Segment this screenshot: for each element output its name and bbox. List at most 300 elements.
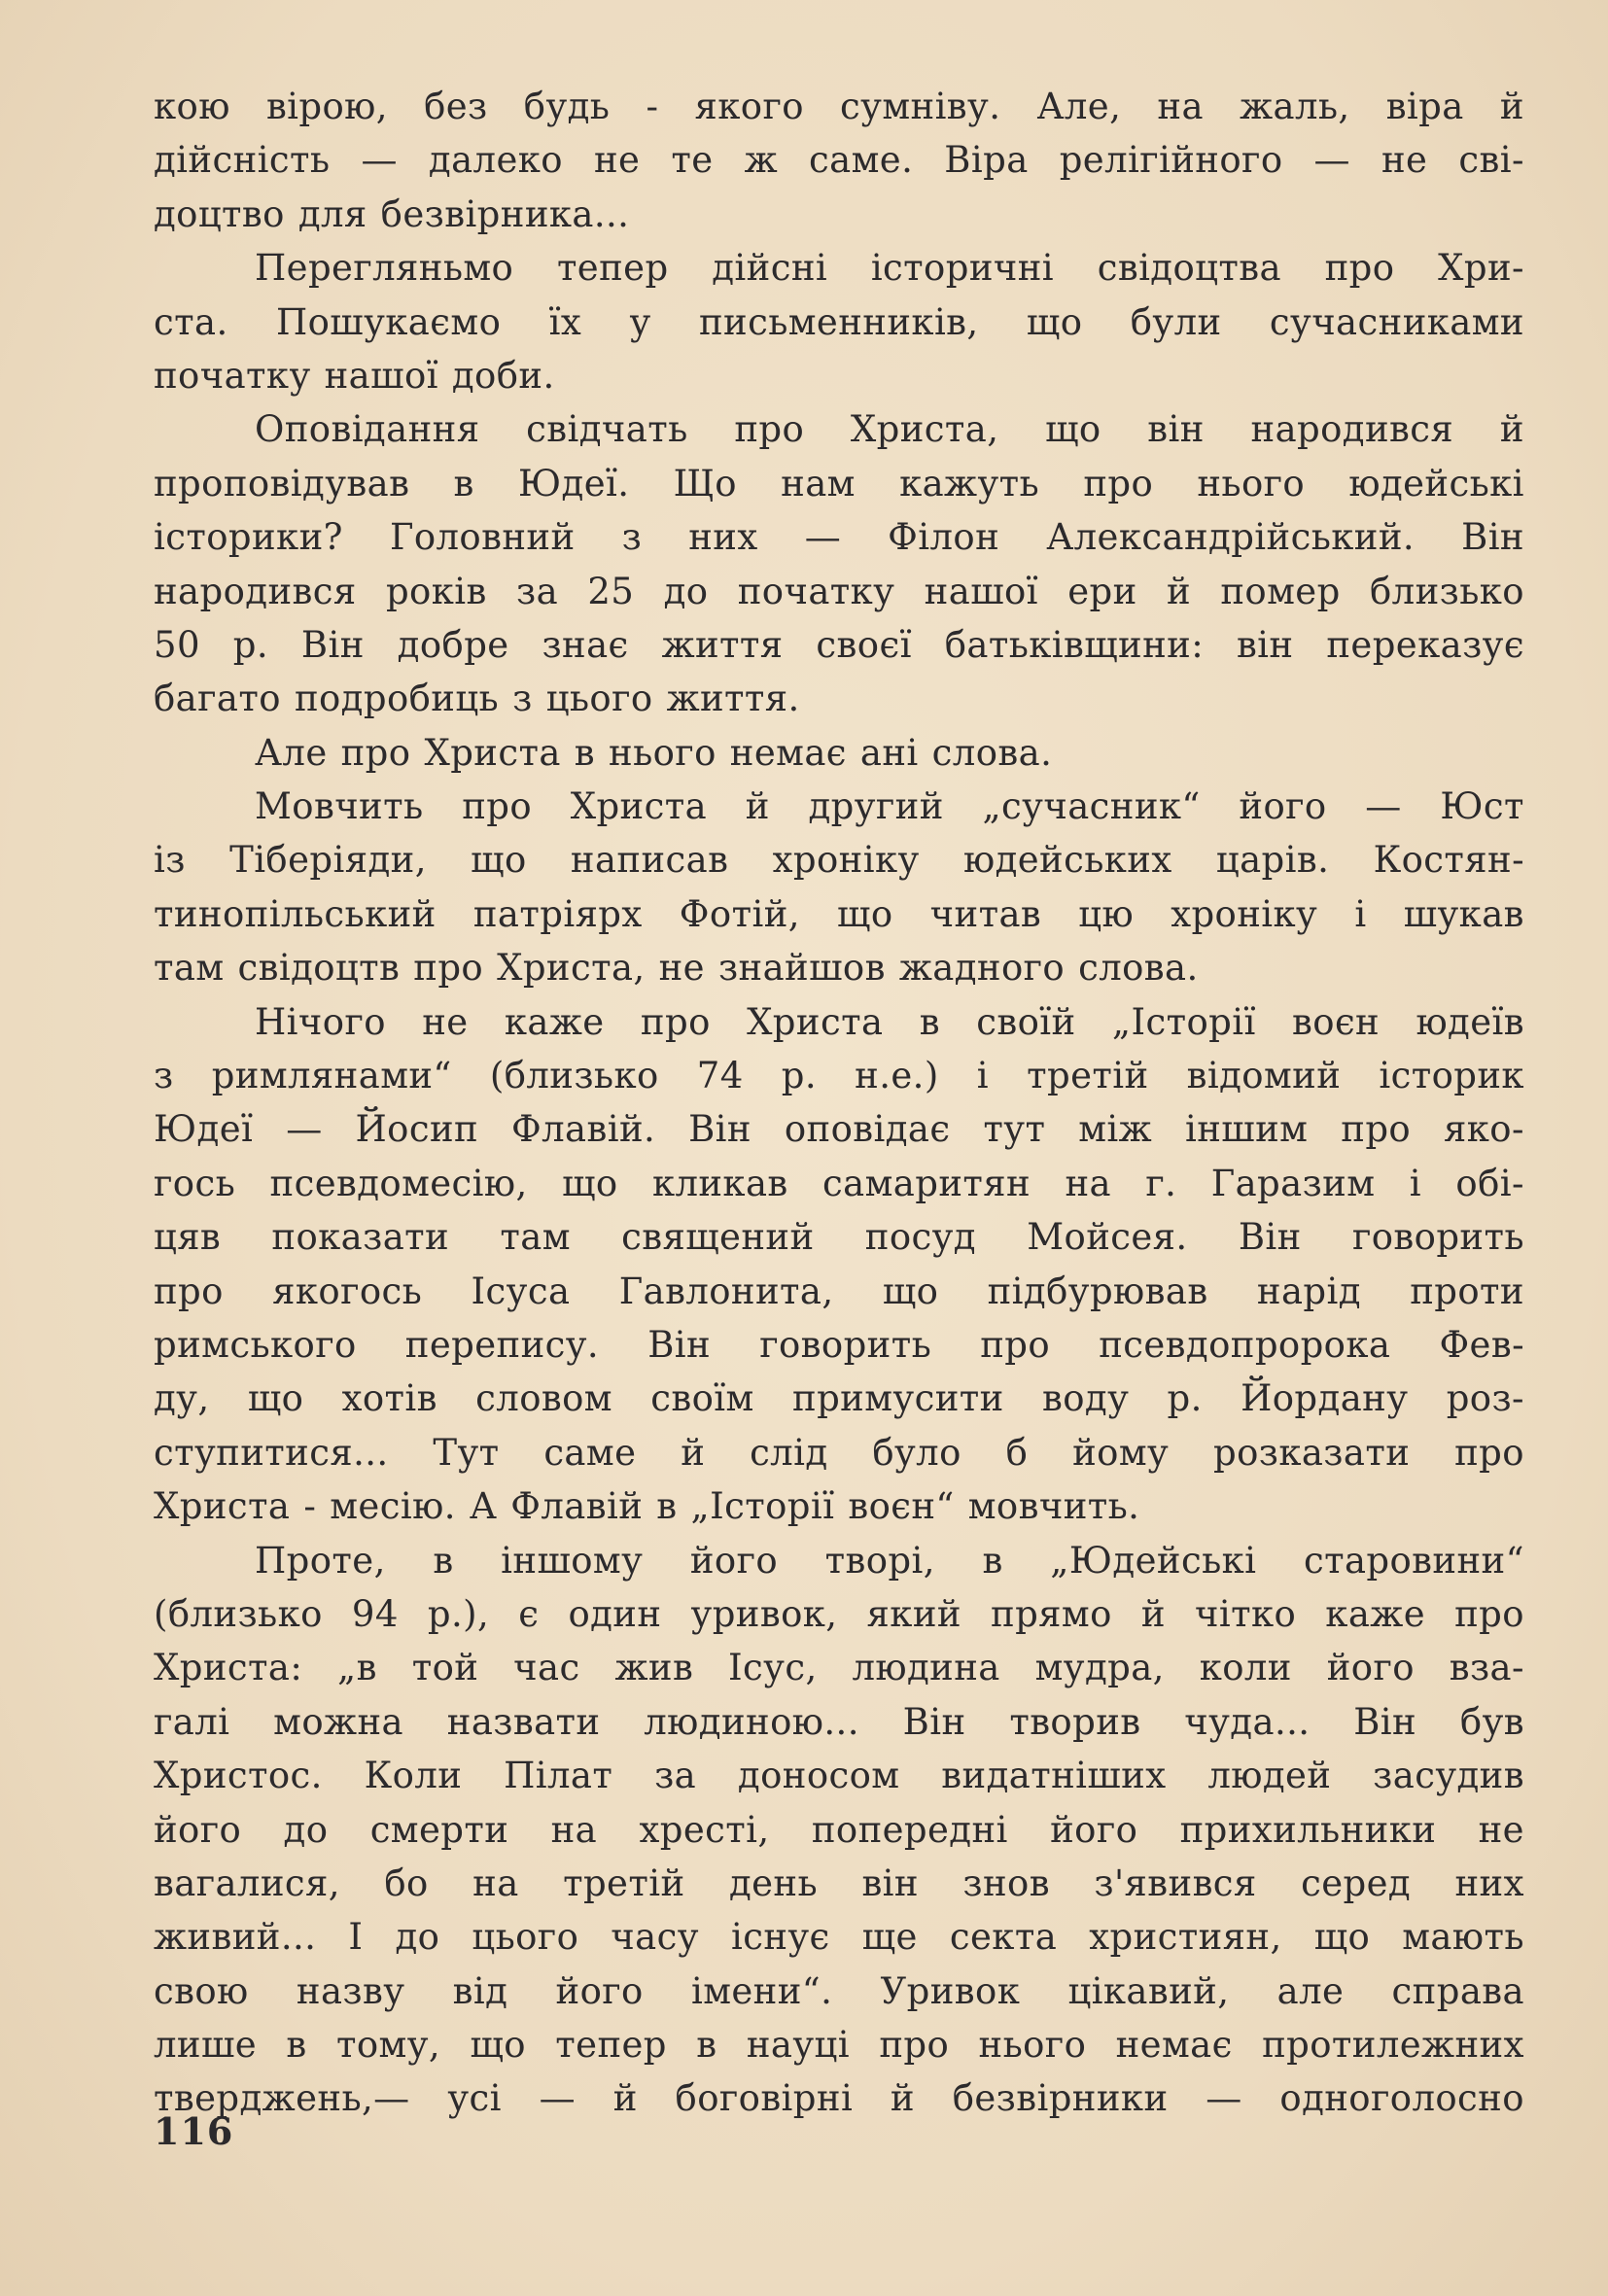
word: Христа [424,731,561,774]
word: мовчить. [967,1485,1140,1528]
word: показати [271,1216,450,1259]
word: далеко [428,139,563,182]
text-line [154,510,1524,564]
word: історичні [870,247,1055,290]
word: коли [1199,1647,1292,1689]
word: творі, [824,1539,935,1582]
word: римлянами“ [211,1055,452,1097]
word: Проте, [255,1539,386,1582]
word: хроніку [1171,892,1318,935]
word: доцтво [154,192,285,235]
word: тверджень,— [154,2077,410,2120]
word: на [550,1808,598,1851]
word: ще [861,1916,918,1959]
word: „сучасник“ [982,785,1201,828]
word: говорить [759,1323,932,1366]
word: про [462,785,533,828]
text-line [154,618,1524,672]
word: (близько [489,1055,659,1097]
word: нього [1197,462,1306,504]
word: Христос. [154,1755,323,1797]
word: видатніших [941,1755,1167,1797]
word: Христа, [497,947,646,990]
word: й [745,785,770,828]
word: іншим [1185,1108,1309,1151]
text-line [154,2071,1524,2125]
word: і [1409,1162,1422,1204]
word: про [154,1270,224,1312]
word: знов [962,1861,1050,1904]
text-line [154,133,1524,187]
word: ста. [154,300,228,343]
word: Христа [570,785,708,828]
word: йому [1072,1431,1170,1474]
word: Юст [1440,785,1524,828]
word: Перегляньмо [255,247,514,290]
word: Юдеї. [517,462,630,504]
word: вза- [1449,1647,1524,1689]
word: свою [154,1969,249,2012]
word: слова. [931,731,1053,774]
word: другий [808,785,944,828]
word: проповідував [154,462,410,504]
word: і [1354,892,1367,935]
word: протилежних [1262,2024,1524,2067]
word: що [562,1162,618,1204]
word: там [154,947,225,990]
word: — [804,516,842,559]
word: не [593,139,641,182]
text-line [154,565,1524,618]
page-number: 116 [154,2109,234,2153]
word: й [681,1431,706,1474]
word: чуда... [1184,1700,1311,1743]
word: Флавій [510,1485,644,1528]
word: Флавій. [511,1108,656,1151]
word: без [424,86,488,127]
word: Він [647,1323,712,1366]
word: священий [621,1216,815,1259]
word: Йордану [1241,1377,1409,1420]
word: засудив [1373,1755,1524,1797]
word: доносом [737,1755,900,1797]
word: Костян- [1373,839,1524,882]
word: — [1313,139,1350,182]
text-line [154,1479,1524,1533]
word: псевдопророка [1099,1323,1391,1366]
word: він [1236,623,1294,666]
word: прямо [991,1592,1112,1635]
word: вірою, [265,86,388,127]
word: у [629,300,651,343]
word: про [1454,1592,1524,1635]
word: людиною... [644,1700,859,1743]
text-line [154,1372,1524,1425]
page-body-text [154,80,1524,2126]
word: р. [781,1055,818,1097]
word: жадного [898,947,1066,990]
word: й [1499,408,1524,451]
text-line [154,1318,1524,1372]
text-line [154,1102,1524,1156]
word: свідчать [526,408,688,451]
word: назвати [446,1700,601,1743]
word: цяв [154,1216,222,1259]
word: кажуть [899,462,1040,504]
word: них [1454,1861,1524,1904]
text-line [154,296,1524,349]
text-line [154,941,1524,994]
word: шукав [1403,892,1524,935]
word: воду [1041,1377,1130,1420]
word: Але, [1036,86,1122,127]
word: секта [949,1916,1058,1959]
word: там [500,1216,571,1259]
word: царів. [1215,839,1330,882]
word: тому, [336,2024,441,2067]
word: Христа: [154,1647,303,1689]
word: про [734,408,805,451]
word: — [286,1108,323,1151]
word: Тіберіяди, [229,839,427,882]
word: якогось [272,1270,423,1312]
text-line [154,780,1524,833]
word: на [472,1861,519,1904]
word: бо [384,1861,429,1904]
word: його [1326,1647,1415,1689]
word: 94 [351,1592,399,1635]
word: час [513,1647,580,1689]
word: і [976,1055,990,1097]
word: свідоцтв [237,947,401,990]
word: саме. [809,139,914,182]
word: — [539,2077,576,2120]
text-line [154,887,1524,941]
word: що [882,1270,939,1312]
word: від [452,1969,508,2012]
word: про [879,2024,950,2067]
word: свідоцтва [1097,247,1281,290]
word: Що [673,462,737,504]
text-line [154,1426,1524,1479]
word: з [154,1055,174,1097]
word: що [470,2024,526,2067]
word: про [980,1323,1051,1366]
word: один [568,1592,662,1635]
text-line [154,1049,1524,1102]
word: з [621,516,643,559]
word: що [1045,408,1101,451]
word: Головний [389,516,576,559]
word: каже [1325,1592,1426,1635]
word: мають [1402,1916,1524,1959]
word: Уривок [880,1969,1021,2012]
word: немає [1115,2024,1233,2067]
text-line [154,349,1524,402]
word: тепер [556,247,669,290]
word: ступитися... [154,1431,389,1474]
word: месію. [330,1485,456,1528]
text-line [154,1857,1524,1910]
text-line [154,1534,1524,1587]
word: нього [978,2024,1087,2067]
word: Нічого [255,1000,386,1043]
text-line [154,402,1524,456]
word: існує [730,1916,830,1959]
word: ж [744,139,779,182]
word: галі [154,1700,230,1743]
word: знайшов [717,947,886,990]
word: переказує [1326,623,1524,666]
text-line [154,1210,1524,1264]
word: дійсні [712,247,828,290]
word: своїй [976,1000,1076,1043]
text-line [154,1641,1524,1694]
word: його [1239,785,1327,828]
text-line [154,2018,1524,2071]
word: в [656,1485,678,1528]
word: одноголосно [1279,2077,1524,2120]
word: слова. [1078,947,1199,990]
word: псевдомесію, [269,1162,528,1204]
word: історики? [154,516,343,559]
text-line [154,241,1524,295]
word: 25 [587,570,635,612]
word: цю [1078,892,1135,935]
word: р.), [427,1592,490,1635]
word: про [1454,1431,1524,1474]
word: - [646,86,659,127]
text-line [154,1695,1524,1749]
text-line [154,995,1524,1049]
word: каже [504,1000,605,1043]
word: народився [1250,408,1454,451]
word: - [303,1485,317,1528]
word: примусити [792,1377,1004,1420]
word: науці [746,2024,850,2067]
word: Йосип [355,1108,479,1151]
word: часу [611,1916,699,1959]
word: Він [688,1108,752,1151]
word: що [837,892,893,935]
word: патріярх [472,892,643,935]
text-line [154,1749,1524,1802]
word: смерти [369,1808,509,1851]
word: лише [154,2024,258,2067]
word: жив [614,1647,694,1689]
word: Він [1461,516,1524,559]
word: був [1459,1700,1524,1743]
word: ані [859,731,919,774]
word: Він [902,1700,966,1743]
word: цього [472,1916,579,1959]
word: Він [1238,1216,1302,1259]
word: Він [300,623,365,666]
word: й [890,2077,915,2120]
word: людей [1207,1755,1332,1797]
word: про [1083,462,1154,504]
word: будь [523,86,611,127]
word: „Історії [690,1485,835,1528]
word: нам [781,462,856,504]
word: І [348,1916,364,1959]
word: Христа [747,1000,884,1043]
word: Коли [364,1755,463,1797]
word: людина [852,1647,1000,1689]
word: хресті, [639,1808,770,1851]
word: них [688,516,758,559]
word: до [283,1808,329,1851]
word: з'явився [1094,1861,1257,1904]
word: до [663,570,709,612]
word: тепер [555,2024,667,2067]
word: що [1026,300,1083,343]
word: в [574,731,596,774]
word: 50 [154,623,200,666]
word: в [453,462,474,504]
word: справа [1391,1969,1524,2012]
word: вагалися, [154,1861,340,1904]
word: не [422,1000,469,1043]
word: не [658,947,705,990]
word: уривок, [690,1592,838,1635]
word: безвірники [952,2077,1169,2120]
word: життя [661,623,784,666]
word: юдейських [962,839,1172,882]
word: „Юдейські [1050,1539,1257,1582]
word: але [1276,1969,1345,2012]
word: боговірні [675,2077,854,2120]
word: є [518,1592,540,1635]
word: третій [1027,1055,1149,1097]
word: батьківщини: [944,623,1205,666]
word: християн, [1089,1916,1282,1959]
word: про [340,731,411,774]
word: в [696,2024,717,2067]
word: Мойсея. [1027,1216,1188,1259]
word: юдеїв [1416,1000,1524,1043]
word: Христа, [850,408,999,451]
word: й [1140,1592,1166,1635]
word: проти [1410,1270,1524,1312]
word: якого [694,86,804,127]
word: Александрійський. [1046,516,1416,559]
word: подробиць [294,678,500,720]
word: віра [1385,86,1464,127]
word: з [512,678,533,720]
word: його [689,1539,779,1582]
word: роз- [1446,1377,1524,1420]
word: Тут [433,1431,500,1474]
word: римського [154,1323,357,1366]
word: дійсність [154,139,331,182]
word: словом [475,1377,612,1420]
word: Фев- [1439,1323,1524,1366]
word: за [654,1755,697,1797]
word: хотів [341,1377,437,1420]
word: не [1478,1808,1524,1851]
word: мудра, [1034,1647,1165,1689]
word: перепису. [404,1323,600,1366]
word: Фотій, [679,892,800,935]
word: початку [154,354,311,397]
word: посуд [864,1216,976,1259]
word: Пошукаємо [275,300,502,343]
word: початку [737,570,895,612]
word: їх [548,300,582,343]
word: день [728,1861,819,1904]
text-line [154,833,1524,887]
word: Гавлонита, [618,1270,834,1312]
word: що [471,839,527,882]
word: оповідає [784,1108,951,1151]
word: „в [337,1647,377,1689]
word: років [385,570,487,612]
text-line [154,1265,1524,1318]
word: третій [563,1861,685,1904]
word: воєн“ [848,1485,955,1528]
word: — [361,139,398,182]
word: живий... [154,1916,317,1959]
word: він [1147,408,1205,451]
word: „Історії [1111,1000,1256,1043]
word: безвірника... [380,192,630,235]
word: нарід [1256,1270,1361,1312]
word: — [1206,2077,1242,2120]
word: про [640,1000,711,1043]
word: із [154,839,186,882]
word: написав [570,839,729,882]
word: своєї [816,623,912,666]
word: 74 [696,1055,744,1097]
text-line [154,457,1524,510]
word: серед [1301,1861,1412,1904]
word: читав [929,892,1042,935]
word: про [1341,1108,1412,1151]
word: в [286,2024,307,2067]
text-line [154,726,1524,780]
word: цього [545,678,653,720]
word: воєн [1292,1000,1381,1043]
word: в [433,1539,454,1582]
word: добре [397,623,509,666]
word: розказати [1212,1431,1411,1474]
word: тинопільський [154,892,437,935]
word: за [516,570,559,612]
word: його [1050,1808,1138,1851]
word: який [866,1592,961,1635]
word: для [297,192,367,235]
word: гось [154,1162,236,1204]
word: Філон [888,516,1000,559]
text-line [154,1803,1524,1857]
word: яко- [1444,1108,1524,1151]
word: попередні [811,1808,1008,1851]
word: Гаразим [1210,1162,1376,1204]
word: немає [729,731,847,774]
word: його [555,1969,644,2012]
word: його [154,1808,242,1851]
word: що [247,1377,304,1420]
text-line [154,672,1524,725]
word: слід [750,1431,828,1474]
word: Юдеї [154,1108,254,1151]
word: юдейські [1348,462,1524,504]
word: кою [154,86,230,127]
text-line [154,1965,1524,2018]
word: Він [1353,1700,1417,1743]
word: помер [1220,570,1341,612]
